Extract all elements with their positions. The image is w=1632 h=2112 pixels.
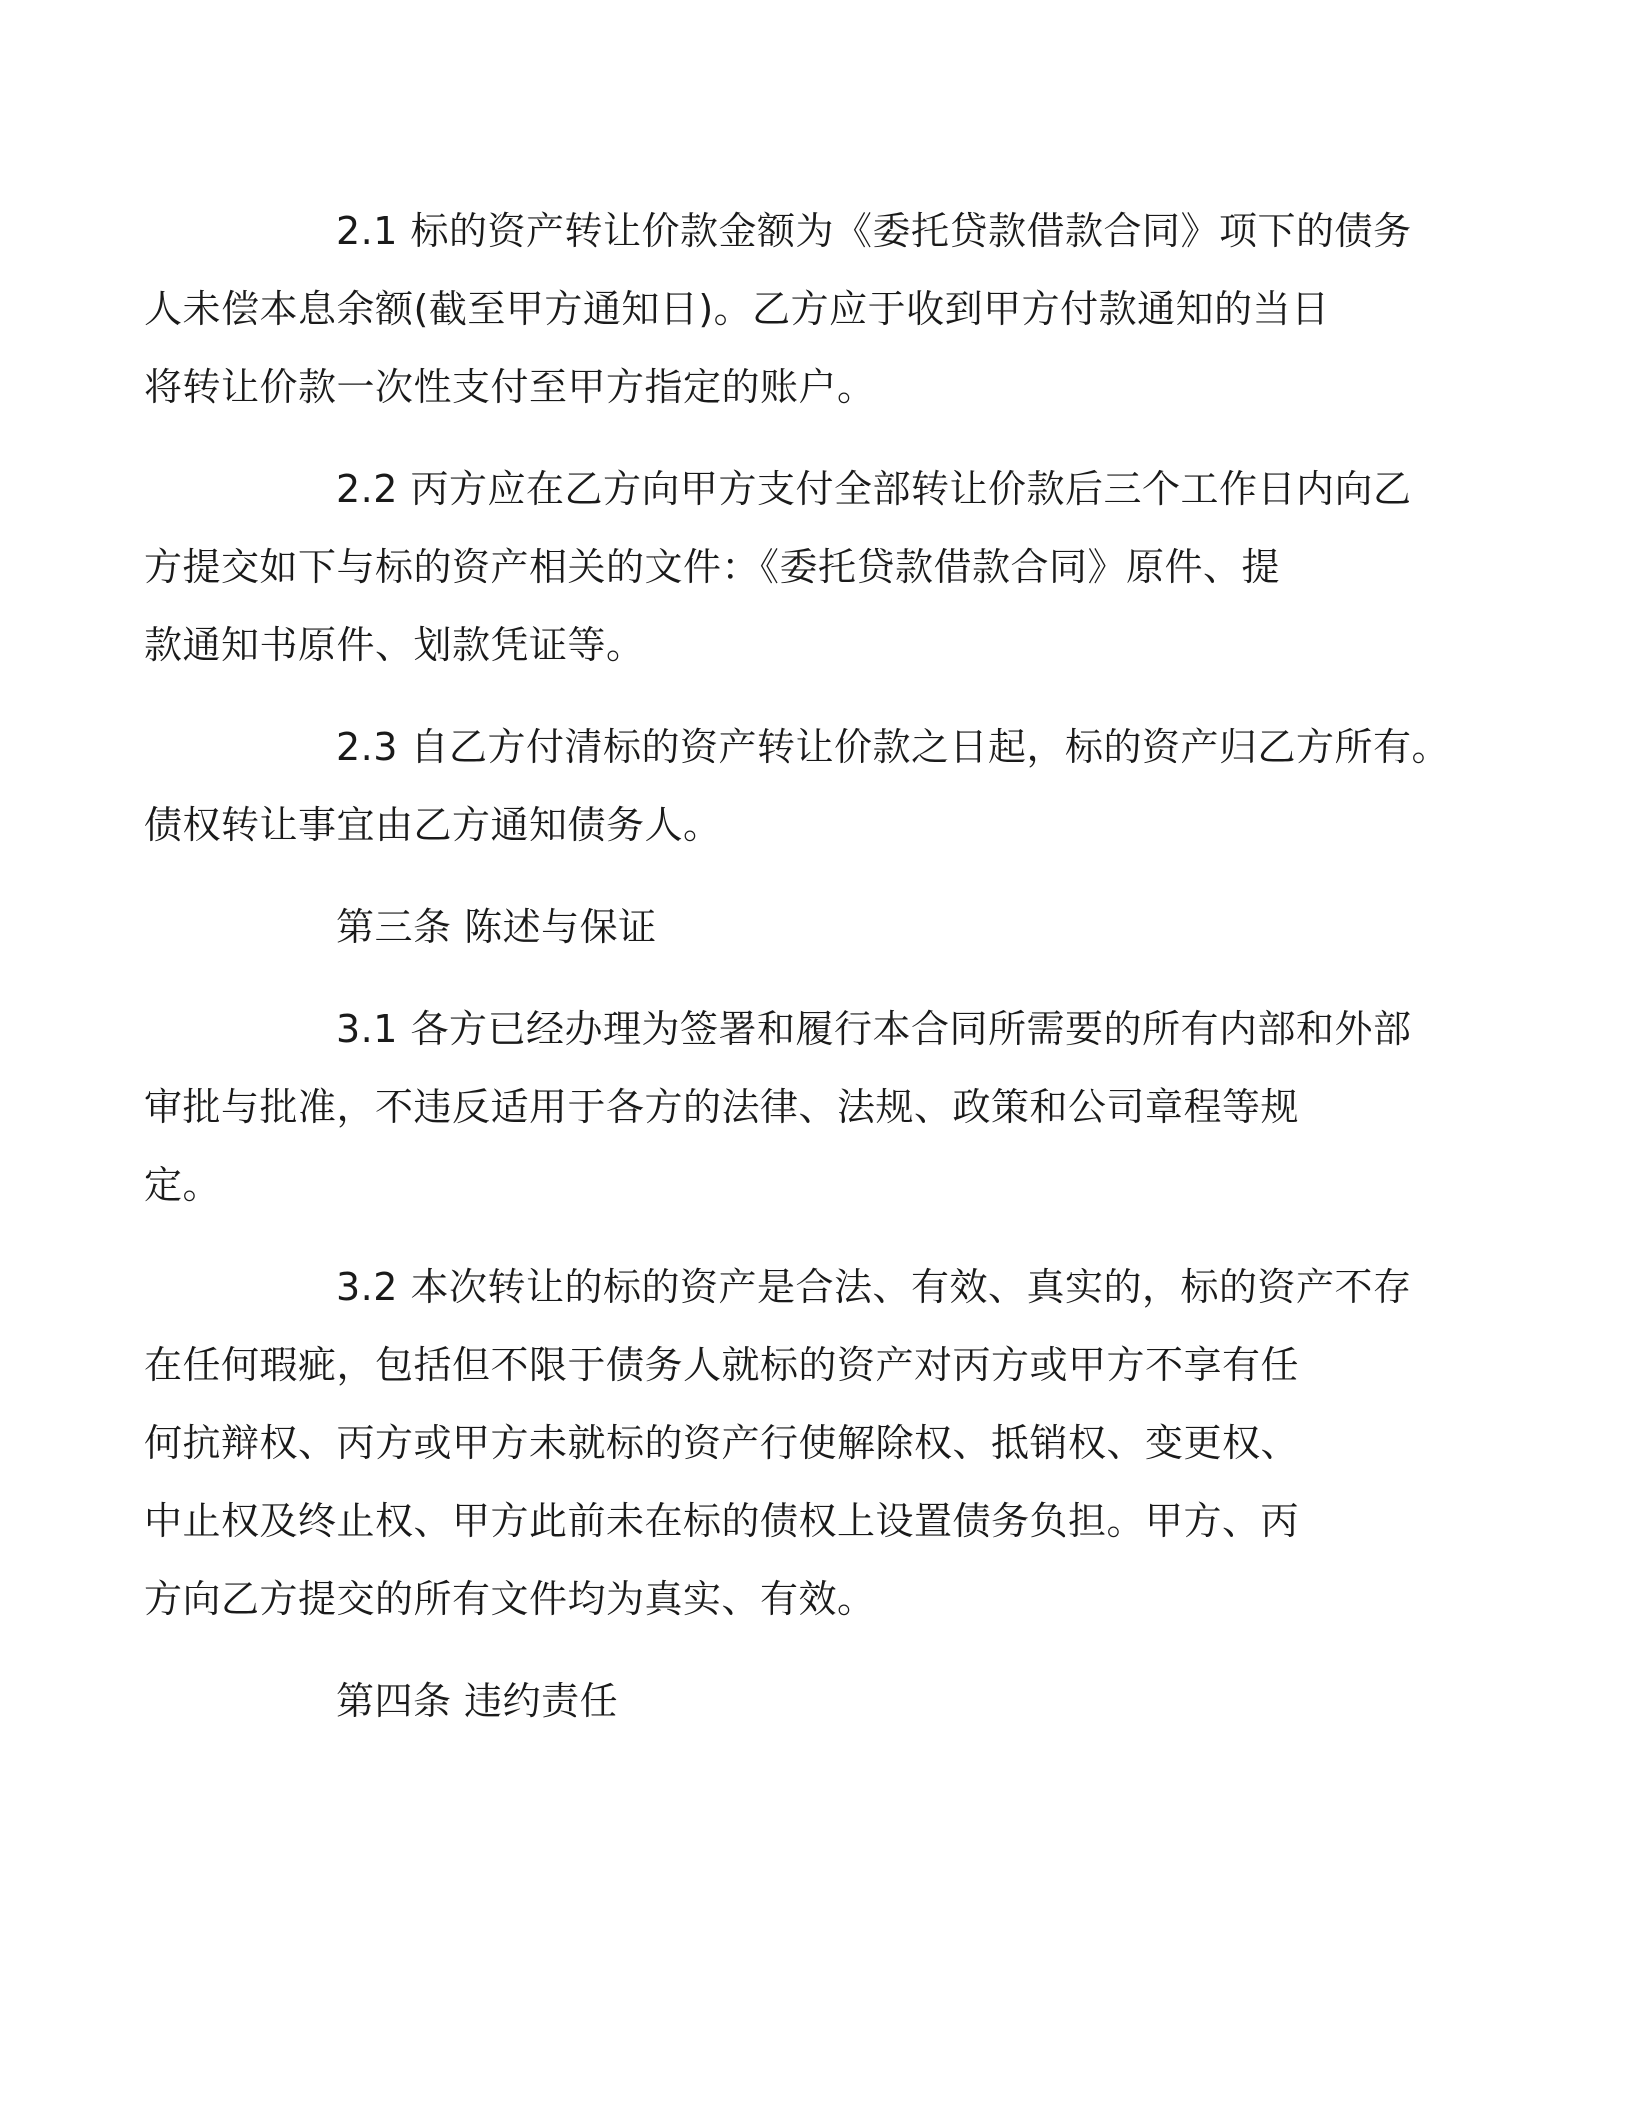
clause-2-2-line-3: 款通知书原件、划款凭证等。 bbox=[144, 623, 645, 667]
clause-3-2-line-1: 3.2 本次转让的标的资产是合法、有效、真实的，标的资产不存 bbox=[336, 1265, 1412, 1309]
clause-2-1 bbox=[144, 192, 1412, 426]
clause-2-2-line-2: 方提交如下与标的资产相关的文件：《委托贷款借款合同》原件、提 bbox=[144, 545, 1281, 589]
clause-3-1-line-3: 定。 bbox=[144, 1163, 222, 1207]
document-body bbox=[144, 192, 1451, 1764]
article-4-heading: 第四条 违约责任 bbox=[336, 1679, 619, 1723]
clause-2-1-line-2: 人未偿本息余额(截至甲方通知日)。乙方应于收到甲方付款通知的当日 bbox=[144, 287, 1330, 331]
clause-3-1 bbox=[144, 990, 1412, 1224]
clause-2-1-line-1: 2.1 标的资产转让价款金额为《委托贷款借款合同》项下的债务 bbox=[336, 209, 1412, 253]
clause-2-3 bbox=[144, 708, 1451, 864]
clause-2-2-line-1: 2.2 丙方应在乙方向甲方支付全部转让价款后三个工作日内向乙 bbox=[336, 467, 1412, 511]
clause-2-3-line-2: 债权转让事宜由乙方通知债务人。 bbox=[144, 803, 722, 847]
clause-3-2-line-4: 中止权及终止权、甲方此前未在标的债权上设置债务负担。甲方、丙 bbox=[144, 1499, 1300, 1543]
clause-2-3-line-1: 2.3 自乙方付清标的资产转让价款之日起，标的资产归乙方所有。 bbox=[336, 725, 1451, 769]
clause-2-2 bbox=[144, 450, 1412, 684]
clause-3-2 bbox=[144, 1248, 1412, 1638]
clause-3-1-line-2: 审批与批准，不违反适用于各方的法律、法规、政策和公司章程等规 bbox=[144, 1085, 1300, 1129]
clause-3-2-line-2: 在任何瑕疵，包括但不限于债务人就标的资产对丙方或甲方不享有任 bbox=[144, 1343, 1300, 1387]
clause-3-2-line-3: 何抗辩权、丙方或甲方未就标的资产行使解除权、抵销权、变更权、 bbox=[144, 1421, 1300, 1465]
clause-2-1-line-3: 将转让价款一次性支付至甲方指定的账户。 bbox=[144, 365, 876, 409]
clause-3-2-line-5: 方向乙方提交的所有文件均为真实、有效。 bbox=[144, 1577, 876, 1621]
clause-3-1-line-1: 3.1 各方已经办理为签署和履行本合同所需要的所有内部和外部 bbox=[336, 1007, 1412, 1051]
article-3-heading: 第三条 陈述与保证 bbox=[336, 905, 657, 949]
